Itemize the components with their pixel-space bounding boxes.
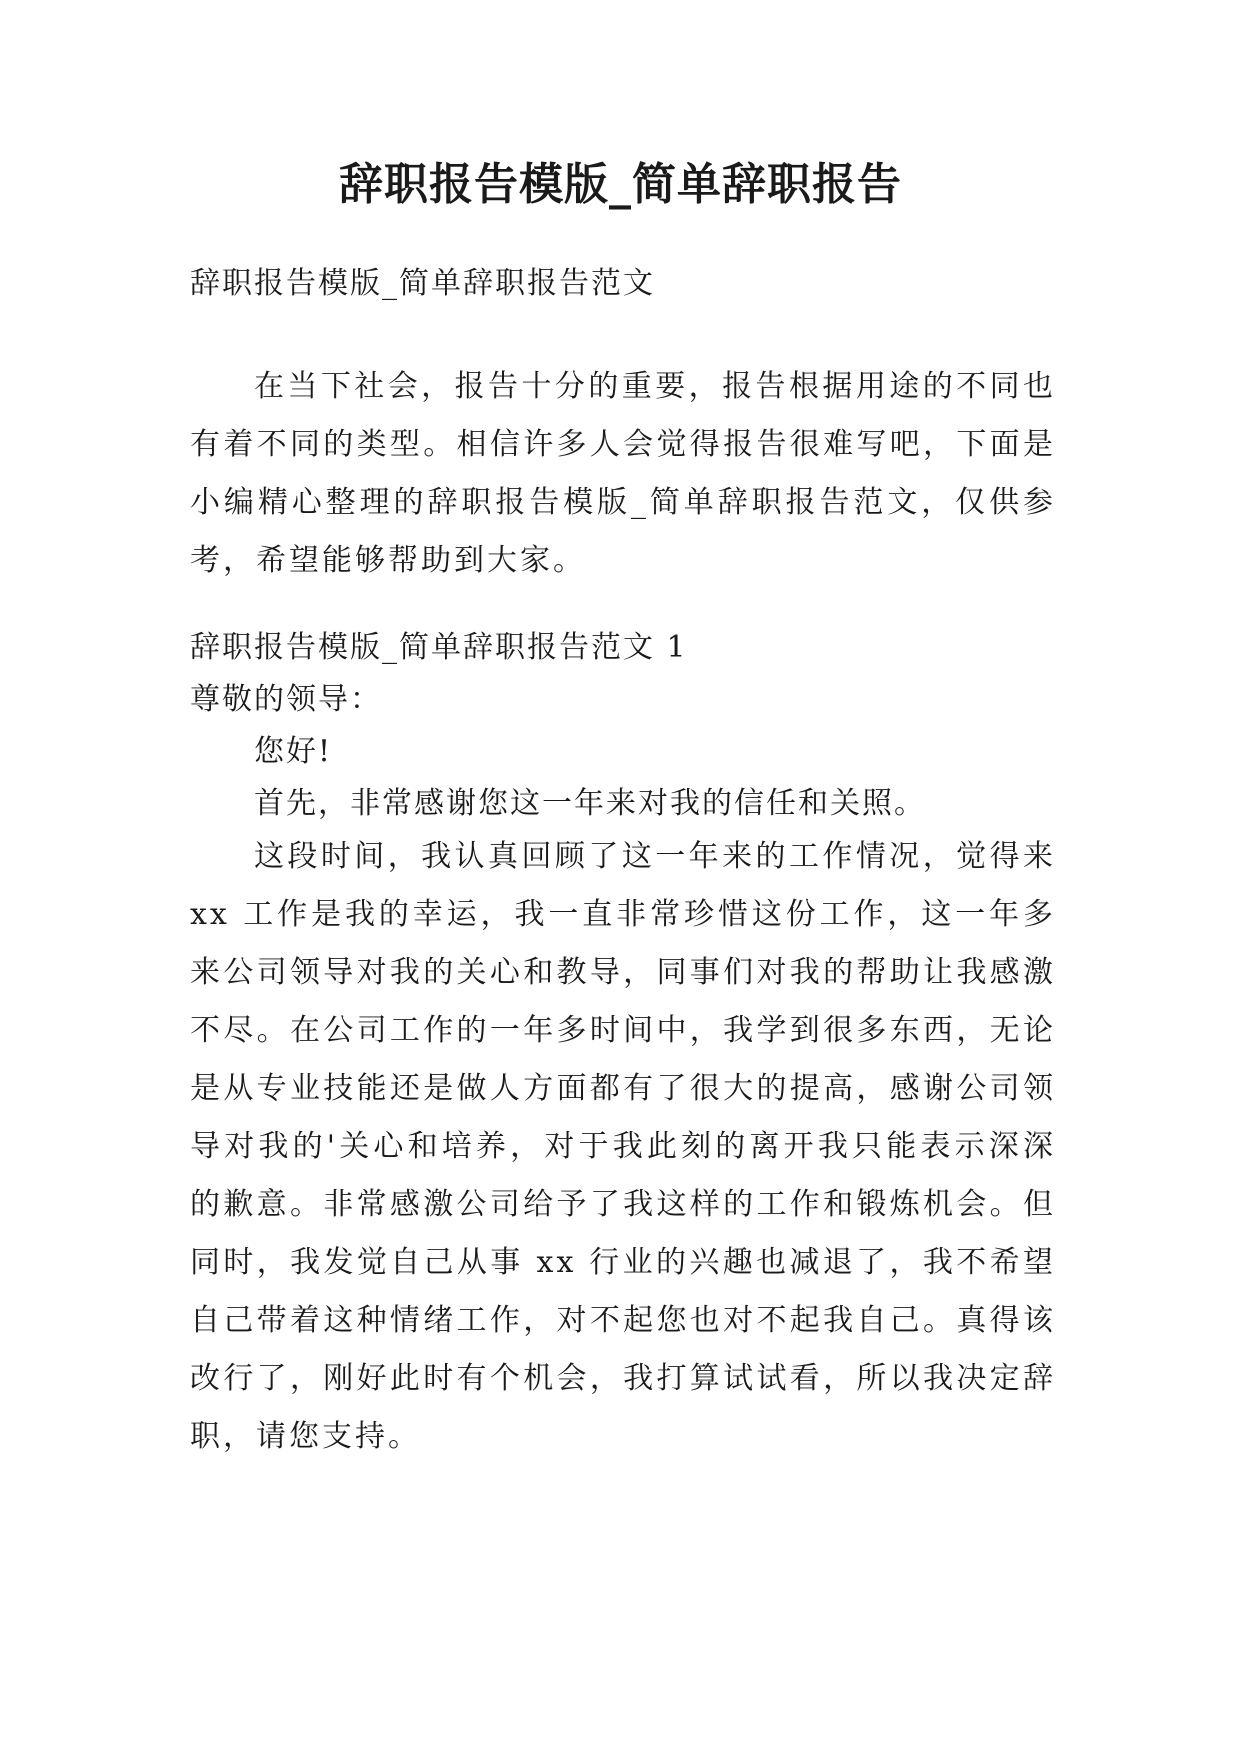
paragraph-thanks: 首先，非常感谢您这一年来对我的信任和关照。 xyxy=(254,786,926,821)
salutation: 尊敬的领导： xyxy=(190,682,382,717)
paragraph-main: 这段时间，我认真回顾了这一年来的工作情况，觉得来 xx 工作是我的幸运，我一直非常珍惜这份工作，这一年多来公司领导对我的关心和教导，同事们对我的帮助让我感激不尽。在公司工作的一年多时间中，我学到很多东西，无论是从专业技能还是做人方面都有了很大的提高，感谢公司领导对我的'关心和培养，对于我此刻的离开我只能表示深深的歉意。非常感激公司给予了我这样的工作和锻炼机会。但同时，我发觉自己从事 xx 行业的兴趣也减退了，我不希望自己带着这种情绪工作，对不起您也对不起我自己。真得该改行了，刚好此时有个机会，我打算试试看，所以我决定辞职，请您支持。 xyxy=(190,839,1056,1454)
document-subtitle: 辞职报告模版_简单辞职报告范文 xyxy=(190,266,655,301)
greeting: 您好! xyxy=(254,734,333,769)
section-title: 辞职报告模版_简单辞职报告范文 1 xyxy=(190,630,688,665)
document-title: 辞职报告模版_简单辞职报告 xyxy=(339,159,902,210)
intro-paragraph: 在当下社会，报告十分的重要，报告根据用途的不同也有着不同的类型。相信许多人会觉得报告很难写吧，下面是小编精心整理的辞职报告模版_简单辞职报告范文，仅供参考，希望能够帮助到大家。 xyxy=(190,369,1056,578)
